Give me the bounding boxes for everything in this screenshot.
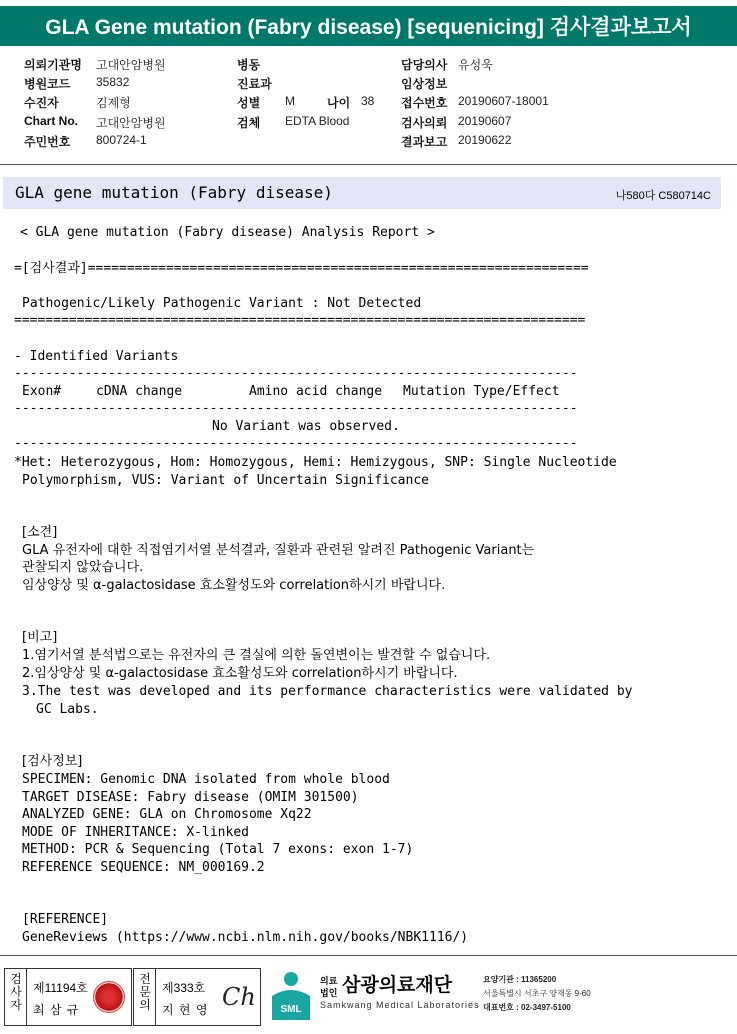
reference-title: [REFERENCE] [22,912,109,927]
sex-label: 성별 [237,96,261,110]
test-info-specimen: SPECIMEN: Genomic DNA isolated from whole blood [22,772,390,787]
hospital-code-label: 병원코드 [24,77,71,91]
col-exon: Exon# [22,384,62,399]
test-info-inheritance: MODE OF INHERITANCE: X-linked [22,825,249,840]
age-value: 38 [361,94,375,108]
signature: Ch [222,983,256,1011]
reviewer-label-box [133,968,157,1026]
receipt-no-value: 20190607-18001 [458,94,549,108]
reviewer-label: 전문의 [139,972,151,1012]
phone: 대표번호 : 02-3497-5100 [483,1003,571,1012]
col-amino-acid: Amino acid change [249,384,383,399]
note-title: [비고] [22,630,58,645]
identified-variants-title: - Identified Variants [14,349,179,364]
examiner-no: 제11194호 [33,981,88,995]
ward-label: 병동 [237,58,261,72]
reviewer-name: 지 현 영 [162,1003,209,1017]
note-line-2: 2.임상양상 및 α-galactosidase 효소활성도와 correlation하시기 바랍니다. [22,666,458,681]
report-date-label: 결과보고 [401,135,448,149]
examiner-label-box [4,968,28,1026]
note-line-3b: GC Labs. [36,702,99,717]
test-info-method: METHOD: PCR & Sequencing (Total 7 exons: exon 1-7) [22,842,414,857]
seal-icon [93,981,125,1013]
sml-logo-text: SML [280,1004,302,1015]
org-prefix-2: 법인 [320,988,338,998]
physician-label: 담당의사 [401,58,448,72]
reviewer-no: 제333호 [162,981,206,995]
reference-line-1: GeneReviews (https://www.ncbi.nlm.nih.gov/books/NBK1116/) [22,930,469,945]
result-header: =[검사결과]================================================================ [14,261,589,276]
table-header-divider: ------------------------------------------------------------------------ [14,401,578,416]
request-date-label: 검사의뢰 [401,116,448,130]
table-top-divider: ------------------------------------------------------------------------ [14,366,578,381]
reviewer-box [155,968,261,1026]
col-cdna: cDNA change [96,384,183,399]
sex-value: M [285,94,295,108]
test-info-title: [검사정보] [22,754,83,769]
finding-line-3: 임상양상 및 α-galactosidase 효소활성도와 correlation하시기 바랍니다. [22,578,446,593]
info-divider [0,164,737,165]
finding-title: [소견] [22,525,58,540]
equals-divider: ========================================================================= [14,313,586,328]
clinical-label: 임상정보 [401,77,448,91]
sml-logo-icon [268,970,314,1029]
section-title: GLA gene mutation (Fabry disease) [15,183,333,202]
note-line-1: 1.염기서열 분석법으로는 유전자의 큰 결실에 의한 돌연변이는 발견할 수 없습니다. [22,648,491,663]
test-info-gene: ANALYZED GENE: GLA on Chromosome Xq22 [22,807,312,822]
col-mutation-type: Mutation Type/Effect [403,384,560,399]
institution-value: 고대안암병원 [96,58,166,72]
receipt-no-label: 접수번호 [401,96,448,110]
specimen-value: EDTA Blood [285,114,350,128]
resident-no-value: 800724-1 [96,133,147,147]
chart-no-value: 고대안암병원 [96,116,166,130]
department-label: 진료과 [237,77,272,91]
footer-divider [0,955,737,956]
report-date-value: 20190622 [458,133,512,147]
report-title: GLA Gene mutation (Fabry disease) [sequenicing] 검사결과보고서 [0,6,737,46]
examiner-name: 최 삼 규 [33,1003,80,1017]
address: 서울특별시 서초구 양재동 9-60 [483,989,591,998]
patient-info-panel [0,52,737,162]
specimen-label: 검체 [237,116,261,130]
section-header [3,177,721,209]
institution-label: 의뢰기관명 [24,58,82,72]
patient-label: 수진자 [24,96,59,110]
request-date-value: 20190607 [458,114,512,128]
resident-no-label: 주민번호 [24,135,71,149]
physician-value: 유성욱 [458,58,493,72]
examiner-label: 검사자 [10,972,22,1012]
footer [0,966,737,1028]
abbreviation-line-2: Polymorphism, VUS: Variant of Uncertain Significance [22,473,429,488]
patient-value: 김제형 [96,96,131,110]
care-no: 요양기관 : 11365200 [483,975,557,984]
hospital-code-value: 35832 [96,75,130,89]
note-line-3: 3.The test was developed and its performance characteristics were validated by [22,684,633,699]
org-name: 삼광의료재단 [342,975,453,996]
chart-no-label: Chart No. [24,114,78,128]
result-line: Pathogenic/Likely Pathogenic Variant : Not Detected [22,296,422,311]
test-info-refseq: REFERENCE SEQUENCE: NM_000169.2 [22,860,265,875]
report-heading: < GLA gene mutation (Fabry disease) Analysis Report > [20,225,435,240]
section-code: 나580다 C580714C [615,190,711,202]
examiner-box [26,968,132,1026]
finding-line-2: 관찰되지 않았습니다. [22,560,144,575]
age-label: 나이 [327,96,351,110]
test-info-target: TARGET DISEASE: Fabry disease (OMIM 301500) [22,790,359,805]
no-variant-text: No Variant was observed. [212,419,400,434]
org-english: Samkwang Medical Laboratories [320,1000,480,1010]
abbreviation-line-1: *Het: Heterozygous, Hom: Homozygous, Hemi: Hemizygous, SNP: Single Nucleotide [14,455,617,470]
org-prefix-1: 의료 [320,976,338,986]
table-bottom-divider: ------------------------------------------------------------------------ [14,436,578,451]
finding-line-1: GLA 유전자에 대한 직접염기서열 분석결과, 질환과 관련된 알려진 Pathogenic Variant는 [22,543,535,558]
